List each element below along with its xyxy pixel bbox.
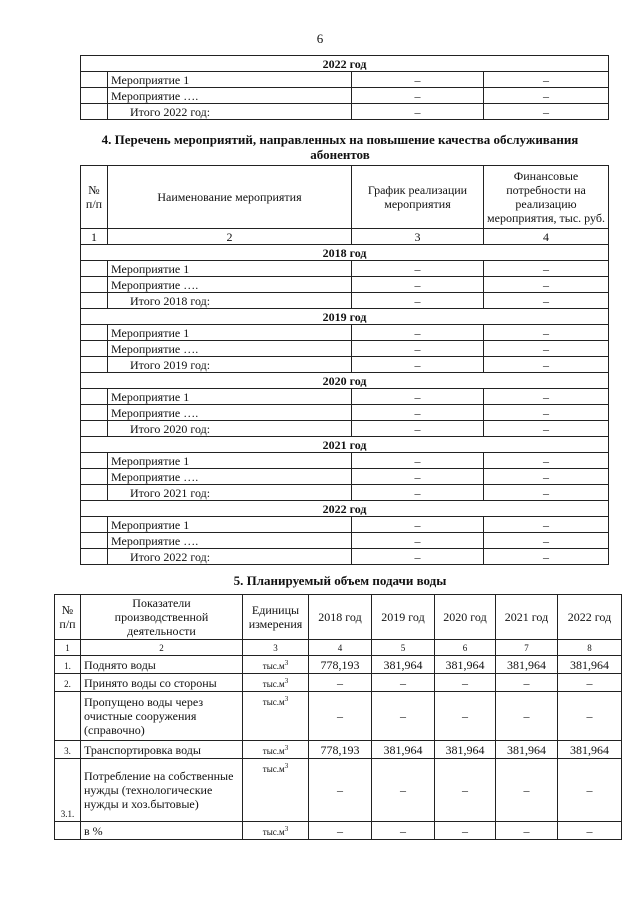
unit-sup: 3 [284, 659, 289, 667]
value-cell: – [435, 674, 496, 692]
indicator-name: Пропущено воды через очистные сооружения (справочно) [81, 692, 243, 741]
finance-cell: – [484, 341, 609, 357]
row-num: 1. [55, 656, 81, 674]
num-cell [81, 469, 108, 485]
header-unit: Единицы измерения [243, 595, 309, 640]
num-cell [81, 261, 108, 277]
header-name: Наименование мероприятия [108, 166, 352, 229]
activity-name: Мероприятие 1 [108, 517, 352, 533]
finance-cell: – [484, 88, 609, 104]
schedule-cell: – [352, 325, 484, 341]
activity-name: Мероприятие …. [108, 277, 352, 293]
finance-cell: – [484, 72, 609, 88]
year-label: 2018 год [81, 245, 609, 261]
value-cell: 381,964 [558, 656, 622, 674]
header-row [81, 166, 609, 229]
unit-text: тыс.м [262, 697, 285, 707]
finance-cell: – [484, 389, 609, 405]
colnum: 1 [81, 229, 108, 245]
value-cell: – [309, 674, 372, 692]
finance-cell: – [484, 549, 609, 565]
year-label: 2019 год [81, 309, 609, 325]
value-cell: – [496, 759, 558, 822]
header-schedule: График реализации мероприятия [352, 166, 484, 229]
value-cell: 381,964 [372, 656, 435, 674]
schedule-cell: – [352, 88, 484, 104]
table-row [81, 88, 609, 104]
activity-total: Итого 2018 год: [108, 293, 352, 309]
header-2021: 2021 год [496, 595, 558, 640]
schedule-cell: – [352, 421, 484, 437]
section-4-title [60, 132, 620, 162]
value-cell: – [558, 822, 622, 840]
water-supply-table [54, 594, 622, 840]
finance-cell: – [484, 485, 609, 501]
activities-table-continuation [80, 55, 609, 120]
value-cell: – [435, 692, 496, 741]
table-row [81, 405, 609, 421]
colnum-row [55, 640, 622, 656]
value-cell: – [309, 822, 372, 840]
table-row [55, 674, 622, 692]
schedule-cell: – [352, 405, 484, 421]
value-cell: – [496, 692, 558, 741]
schedule-cell: – [352, 549, 484, 565]
value-cell: 381,964 [435, 741, 496, 759]
value-cell: – [496, 822, 558, 840]
year-row [81, 373, 609, 389]
year-label: 2021 год [81, 437, 609, 453]
colnum: 3 [352, 229, 484, 245]
activity-total: Итого 2022 год: [108, 104, 352, 120]
table-row [81, 389, 609, 405]
header-indicator: Показатели производственной деятельности [81, 595, 243, 640]
header-2018: 2018 год [309, 595, 372, 640]
finance-cell: – [484, 453, 609, 469]
row-num [55, 822, 81, 840]
num-cell [81, 421, 108, 437]
activities-table [80, 165, 609, 565]
indicator-name: Транспортировка воды [81, 741, 243, 759]
num-cell [81, 72, 108, 88]
activity-name: Мероприятие …. [108, 341, 352, 357]
unit-sup: 3 [284, 695, 289, 703]
unit-sup: 3 [284, 744, 289, 752]
indicator-name: Поднято воды [81, 656, 243, 674]
page-number: 6 [316, 31, 324, 46]
colnum: 8 [558, 640, 622, 656]
table-row [55, 692, 622, 741]
activity-name: Мероприятие 1 [108, 453, 352, 469]
colnum: 5 [372, 640, 435, 656]
year-label: 2022 год [81, 501, 609, 517]
finance-cell: – [484, 261, 609, 277]
indicator-name: в % [81, 822, 243, 840]
value-cell: 778,193 [309, 741, 372, 759]
schedule-cell: – [352, 277, 484, 293]
num-cell [81, 533, 108, 549]
finance-cell: – [484, 421, 609, 437]
num-cell [81, 277, 108, 293]
header-finance: Финансовые потребности на реализацию мероприятия, тыс. руб. [484, 166, 609, 229]
value-cell: – [435, 822, 496, 840]
finance-cell: – [484, 293, 609, 309]
section-5-title: 5. Планируемый объем подачи воды [233, 573, 447, 588]
schedule-cell: – [352, 533, 484, 549]
activity-name: Мероприятие 1 [108, 72, 352, 88]
colnum: 6 [435, 640, 496, 656]
row-num: 3. [55, 741, 81, 759]
activity-name: Мероприятие 1 [108, 325, 352, 341]
value-cell: 381,964 [496, 656, 558, 674]
finance-cell: – [484, 517, 609, 533]
value-cell: – [372, 692, 435, 741]
table-row [81, 357, 609, 373]
colnum: 3 [243, 640, 309, 656]
header-2022: 2022 год [558, 595, 622, 640]
schedule-cell: – [352, 341, 484, 357]
table-row [81, 341, 609, 357]
year-row [81, 56, 609, 72]
indicator-name: Принято воды со стороны [81, 674, 243, 692]
year-label: 2022 год [81, 56, 609, 72]
unit-sup: 3 [284, 762, 289, 770]
colnum: 2 [81, 640, 243, 656]
value-cell: – [372, 674, 435, 692]
value-cell: – [496, 674, 558, 692]
colnum: 7 [496, 640, 558, 656]
num-cell [81, 389, 108, 405]
table-row [81, 517, 609, 533]
num-cell [81, 104, 108, 120]
value-cell: 381,964 [496, 741, 558, 759]
indicator-name: Потребление на собственные нужды (технологические нужды и хоз.бытовые) [81, 759, 243, 822]
unit-cell [243, 822, 309, 840]
activity-name: Мероприятие 1 [108, 261, 352, 277]
table-row [81, 453, 609, 469]
row-num [55, 692, 81, 741]
colnum: 4 [484, 229, 609, 245]
table-row [81, 104, 609, 120]
year-row [81, 501, 609, 517]
schedule-cell: – [352, 389, 484, 405]
value-cell: 778,193 [309, 656, 372, 674]
value-cell: 381,964 [372, 741, 435, 759]
table-row [55, 759, 622, 822]
finance-cell: – [484, 325, 609, 341]
activity-total: Итого 2020 год: [108, 421, 352, 437]
value-cell: – [558, 674, 622, 692]
table-row [81, 325, 609, 341]
unit-cell [243, 674, 309, 692]
unit-text: тыс.м [262, 661, 285, 671]
finance-cell: – [484, 277, 609, 293]
finance-cell: – [484, 533, 609, 549]
table-row [81, 261, 609, 277]
colnum: 4 [309, 640, 372, 656]
year-label: 2020 год [81, 373, 609, 389]
activity-name: Мероприятие …. [108, 469, 352, 485]
table-row [81, 72, 609, 88]
num-cell [81, 485, 108, 501]
num-cell [81, 357, 108, 373]
value-cell: – [309, 692, 372, 741]
year-row [81, 309, 609, 325]
header-row [55, 595, 622, 640]
section-4-title-line2: абонентов [310, 147, 370, 162]
num-cell [81, 549, 108, 565]
table-row [55, 822, 622, 840]
unit-text: тыс.м [262, 746, 285, 756]
value-cell: 381,964 [435, 656, 496, 674]
schedule-cell: – [352, 104, 484, 120]
activity-name: Мероприятие 1 [108, 389, 352, 405]
finance-cell: – [484, 357, 609, 373]
schedule-cell: – [352, 469, 484, 485]
header-num: № п/п [55, 595, 81, 640]
section-4-title-line1: 4. Перечень мероприятий, направленных на повышение качества обслуживания [101, 132, 579, 147]
water-supply-body [55, 656, 622, 840]
schedule-cell: – [352, 293, 484, 309]
table-row [81, 469, 609, 485]
value-cell: – [558, 759, 622, 822]
schedule-cell: – [352, 261, 484, 277]
activity-name: Мероприятие …. [108, 533, 352, 549]
activity-name: Мероприятие …. [108, 88, 352, 104]
year-row [81, 245, 609, 261]
num-cell [81, 517, 108, 533]
activity-name: Мероприятие …. [108, 405, 352, 421]
unit-text: тыс.м [262, 764, 285, 774]
table-row [55, 656, 622, 674]
unit-cell [243, 759, 309, 822]
row-num: 3.1. [55, 759, 81, 822]
value-cell: – [372, 759, 435, 822]
unit-sup: 3 [284, 677, 289, 685]
num-cell [81, 88, 108, 104]
num-cell [81, 325, 108, 341]
schedule-cell: – [352, 453, 484, 469]
table-row [81, 421, 609, 437]
year-row [81, 437, 609, 453]
table-row [81, 277, 609, 293]
colnum: 2 [108, 229, 352, 245]
row-num: 2. [55, 674, 81, 692]
finance-cell: – [484, 104, 609, 120]
activity-total: Итого 2021 год: [108, 485, 352, 501]
value-cell: – [435, 759, 496, 822]
table-row [55, 741, 622, 759]
colnum: 1 [55, 640, 81, 656]
schedule-cell: – [352, 357, 484, 373]
unit-cell [243, 692, 309, 741]
activity-total: Итого 2022 год: [108, 549, 352, 565]
table-row [81, 485, 609, 501]
schedule-cell: – [352, 485, 484, 501]
colnum-row [81, 229, 609, 245]
table-row [81, 549, 609, 565]
schedule-cell: – [352, 72, 484, 88]
header-2020: 2020 год [435, 595, 496, 640]
value-cell: 381,964 [558, 741, 622, 759]
unit-cell [243, 656, 309, 674]
num-cell [81, 293, 108, 309]
activities-body [81, 245, 609, 565]
num-cell [81, 453, 108, 469]
value-cell: – [309, 759, 372, 822]
table-row [81, 533, 609, 549]
activity-total: Итого 2019 год: [108, 357, 352, 373]
unit-cell [243, 741, 309, 759]
value-cell: – [558, 692, 622, 741]
num-cell [81, 341, 108, 357]
header-2019: 2019 год [372, 595, 435, 640]
header-num: № п/п [81, 166, 108, 229]
unit-sup: 3 [284, 825, 289, 833]
value-cell: – [372, 822, 435, 840]
schedule-cell: – [352, 517, 484, 533]
table-row [81, 293, 609, 309]
unit-text: тыс.м [262, 827, 285, 837]
num-cell [81, 405, 108, 421]
finance-cell: – [484, 469, 609, 485]
finance-cell: – [484, 405, 609, 421]
unit-text: тыс.м [262, 679, 285, 689]
